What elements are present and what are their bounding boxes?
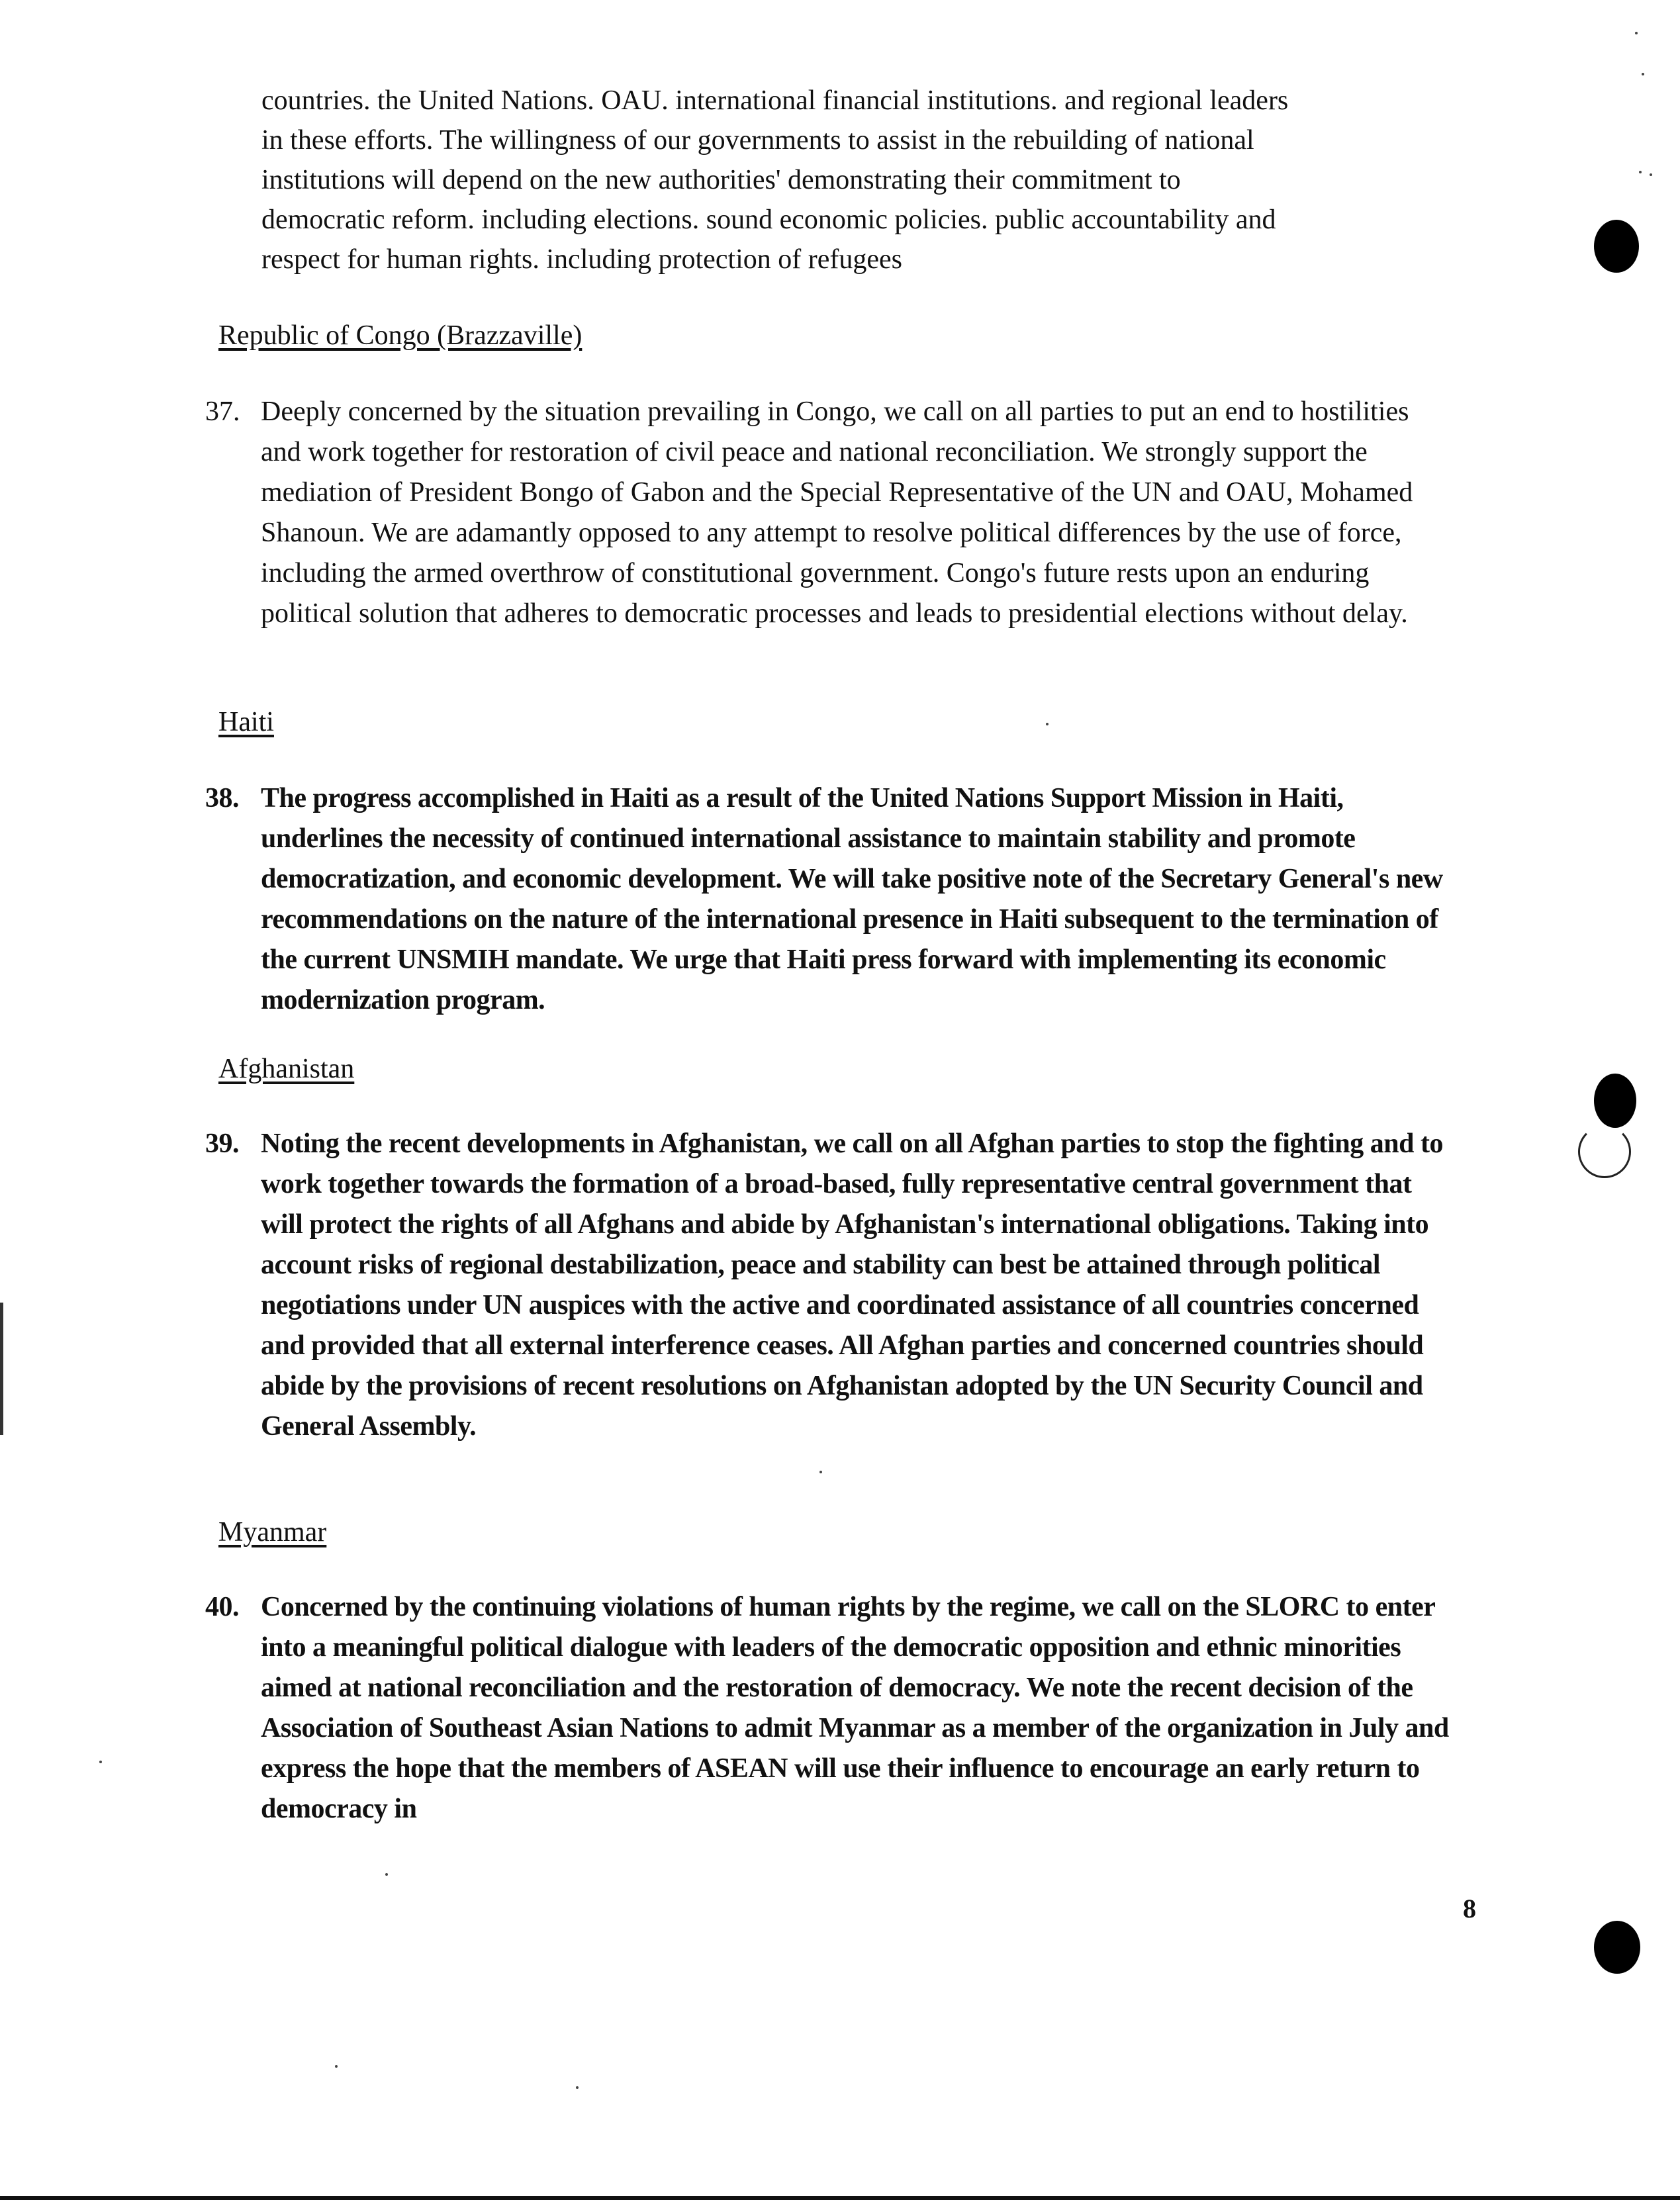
binder-hole-ring (1578, 1125, 1631, 1178)
intro-paragraph (261, 81, 1440, 279)
intro-line: countries. the United Nations. OAU. international financial institutions. and regional leaders (261, 85, 1289, 116)
scan-speck (1650, 173, 1652, 176)
paragraph-40 (205, 1587, 1450, 1829)
binder-hole-top (1594, 220, 1639, 273)
paragraph-text: Concerned by the continuing violations of human rights by the regime, we call on the SLORC to enter into a meaningful political dialogue with leaders of the democratic opposition and ethnic minorities aimed at national reconciliation and the restoration of democracy. We note the recent decision of the Association of Southeast Asian Nations to admit Myanmar as a member of the organization in July and express the hope that the members of ASEAN will use their influence to encourage an early return to democracy in (261, 1592, 1449, 1824)
binder-hole-bottom (1594, 1921, 1640, 1974)
paragraph-number: 39. (205, 1129, 239, 1159)
intro-line: in these efforts. The willingness of our governments to assist in the rebuilding of national (261, 125, 1254, 156)
scan-speck (819, 1471, 822, 1473)
paragraph-number: 37. (205, 396, 240, 427)
page-number: 8 (1463, 1894, 1476, 1923)
intro-line: democratic reform. including elections. sound economic policies. public accountability and (261, 205, 1276, 235)
page-bottom-rule (0, 2196, 1680, 2200)
scan-speck (385, 1873, 388, 1876)
paragraph-37 (205, 392, 1450, 634)
scan-speck (99, 1761, 102, 1763)
paragraph-text: The progress accomplished in Haiti as a result of the United Nations Support Mission in Haiti, underlines the necessity of continued international assistance to maintain stability and promote democratization, and economic development. We will take positive note of the Secretary General's new recommendations on the nature of the international presence in Haiti subsequent to the termination of the current UNSMIH mandate. We urge that Haiti press forward with implementing its economic modernization program. (261, 783, 1443, 1015)
paragraph-text: Noting the recent developments in Afghanistan, we call on all Afghan parties to stop the fighting and to work together towards the formation of a broad-based, fully representative central government that will protect the rights of all Afghans and abide by Afghanistan's international obligations. Taking into account risks of regional destabilization, peace and stability can best be attained through political negotiations under UN auspices with the active and coordinated assistance of all countries concerned and provided that all external interference ceases. All Afghan parties and concerned countries should abide by the provisions of recent resolutions on Afghanistan adopted by the UN Security Council and General Assembly. (261, 1129, 1443, 1442)
scan-speck (1642, 73, 1644, 75)
section-heading-haiti: Haiti (218, 707, 274, 737)
section-heading-myanmar: Myanmar (218, 1517, 327, 1547)
paragraph-39 (205, 1124, 1450, 1447)
scan-speck (1046, 723, 1049, 725)
section-heading-congo: Republic of Congo (Brazzaville) (218, 320, 583, 351)
paragraph-38 (205, 778, 1450, 1021)
binder-hole-middle (1594, 1074, 1636, 1128)
scan-speck (576, 2086, 579, 2089)
paragraph-number: 38. (205, 783, 239, 813)
scan-speck (1635, 32, 1638, 34)
scan-edge-mark (0, 1303, 3, 1435)
section-heading-afghanistan: Afghanistan (218, 1054, 355, 1084)
paragraph-number: 40. (205, 1592, 239, 1622)
paragraph-text: Deeply concerned by the situation prevailing in Congo, we call on all parties to put an end to hostilities and work together for restoration of civil peace and national reconciliation. We strongly support the mediation of President Bongo of Gabon and the Special Representative of the UN and OAU, Mohamed Shanoun. We are adamantly opposed to any attempt to resolve political differences by the use of force, including the armed overthrow of constitutional government. Congo's future rests upon an enduring political solution that adheres to democratic processes and leads to presidential elections without delay. (261, 396, 1413, 629)
intro-line: institutions will depend on the new authorities' demonstrating their commitment to (261, 165, 1181, 195)
scan-speck (1639, 171, 1642, 173)
intro-line: respect for human rights. including protection of refugees (261, 244, 903, 275)
scan-speck (335, 2065, 338, 2068)
